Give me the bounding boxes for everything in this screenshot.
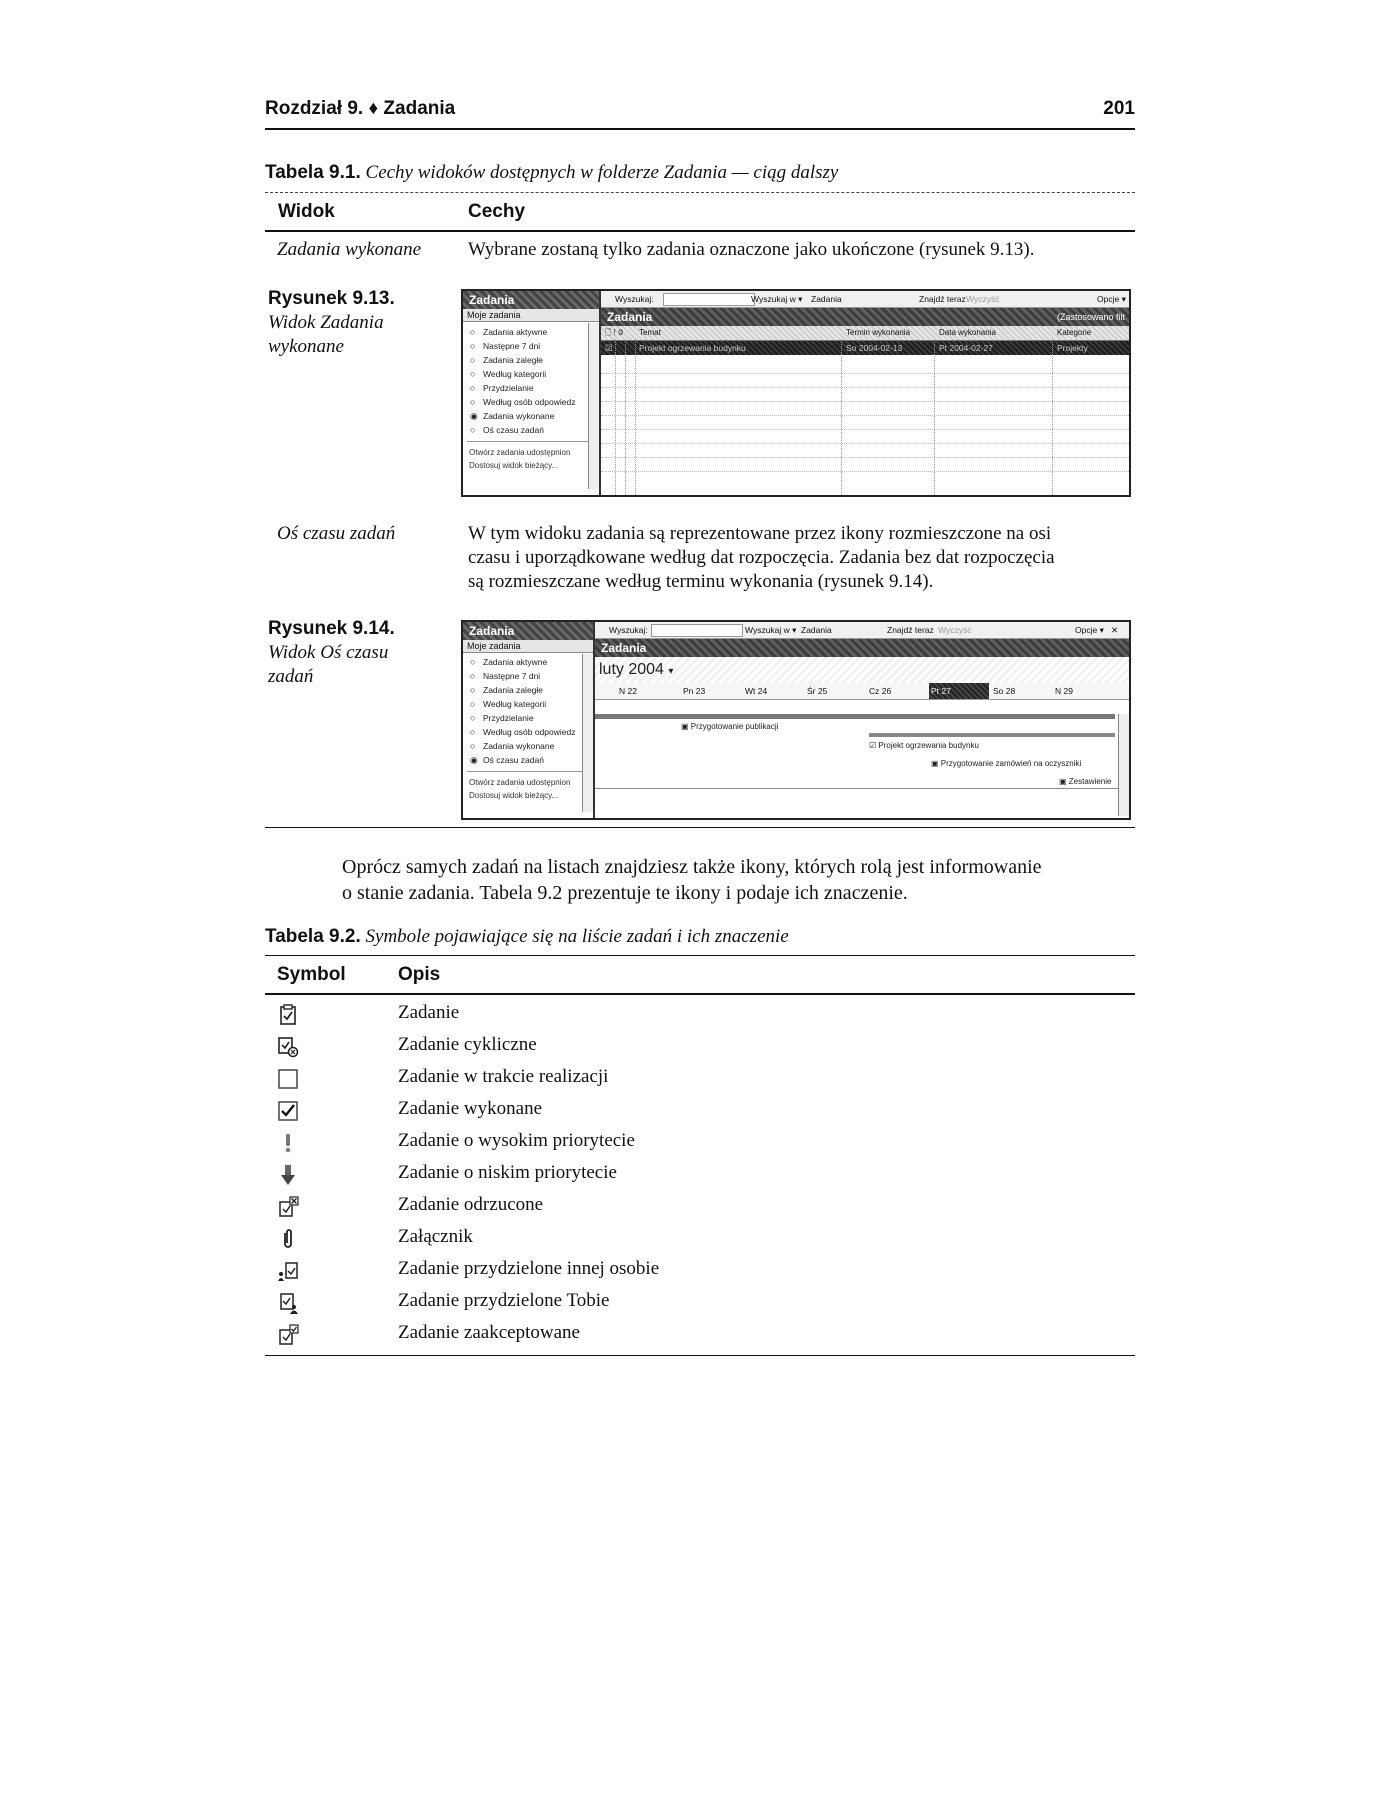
pane-subtitle: Moje zadania <box>463 640 593 653</box>
column-completed-date[interactable]: Data wykonania <box>939 328 996 337</box>
close-icon[interactable]: ✕ <box>1111 625 1119 635</box>
assigned-to-you-icon <box>277 1292 299 1314</box>
navigation-pane <box>463 622 595 818</box>
day-label: N 22 <box>619 686 637 696</box>
options-button[interactable]: Opcje ▾ <box>1097 294 1126 304</box>
body-paragraph-line: o stanie zadania. Tabela 9.2 prezentuje te ikony i podaje ich znaczenie. <box>342 882 908 904</box>
folder-band <box>601 308 1129 326</box>
table-bottom-rule <box>265 827 1135 828</box>
find-now-button[interactable]: Znajdź teraz <box>887 625 934 635</box>
column-due-date[interactable]: Termin wykonania <box>846 328 911 337</box>
view-option[interactable]: ○ Przydzielanie <box>463 711 593 725</box>
table-row <box>265 1096 1135 1128</box>
task-label: Przygotowanie publikacji <box>690 722 779 731</box>
symbol-description: Zadanie przydzielone Tobie <box>398 1290 610 1311</box>
timeline-bar <box>595 714 1115 719</box>
figure-label <box>268 287 395 359</box>
pane-scrollbar[interactable] <box>582 654 593 812</box>
timeline-month[interactable] <box>595 657 1129 683</box>
figure-caption-line: Widok Zadania <box>268 312 384 333</box>
completed-checkbox-icon <box>277 1100 299 1122</box>
search-label: Wyszukaj: <box>609 625 648 635</box>
table-caption <box>265 926 789 948</box>
clear-button[interactable]: Wyczyść <box>938 625 972 635</box>
view-option[interactable]: ○ Następne 7 dni <box>463 669 593 683</box>
symbol-description: Zadanie w trakcie realizacji <box>398 1066 609 1087</box>
task-list-area <box>601 291 1129 495</box>
day-label: Śr 25 <box>807 686 828 696</box>
search-in-button[interactable]: Wyszukaj w ▾ <box>745 625 797 635</box>
view-name: Zadania wykonane <box>277 239 422 260</box>
task-subject: Projekt ogrzewania budynku <box>639 343 746 353</box>
pane-title: Zadania <box>463 291 599 309</box>
task-label: Zestawienie <box>1068 777 1112 786</box>
day-label: Pt 27 <box>931 686 951 696</box>
day-label: N 29 <box>1055 686 1073 696</box>
table-row <box>265 1160 1135 1192</box>
view-option[interactable]: ○ Według kategorii <box>463 697 593 711</box>
view-features-line: są rozmieszczane według terminu wykonania (rysunek 9.14). <box>468 571 934 592</box>
icon-column[interactable]: 🗋 ! 𝟘 <box>605 328 624 337</box>
find-bar <box>595 622 1129 639</box>
clear-button[interactable]: Wyczyść <box>966 294 1000 304</box>
view-option[interactable]: ○ Zadania zaległe <box>463 683 593 697</box>
column-headers <box>601 326 1129 341</box>
pane-subtitle: Moje zadania <box>463 309 599 322</box>
table-row <box>265 1192 1135 1224</box>
completed-checkbox-icon[interactable]: ☑ <box>605 343 613 353</box>
table-caption-text: Cechy widoków dostępnych w folderze Zadania — ciąg dalszy <box>365 162 839 183</box>
low-priority-icon <box>277 1164 299 1186</box>
column-subject[interactable]: Temat <box>639 328 661 337</box>
day-label: So 28 <box>993 686 1016 696</box>
in-progress-checkbox-icon <box>277 1068 299 1090</box>
table-caption <box>265 162 838 184</box>
day-label: Pn 23 <box>683 686 706 696</box>
task-label: Przygotowanie zamówień na oczyszniki <box>940 759 1082 768</box>
view-option-selected[interactable]: ◉ Oś czasu zadań <box>463 753 593 767</box>
table-caption-label: Tabela 9.1. <box>265 162 361 183</box>
figure-caption-line: wykonane <box>268 336 344 357</box>
task-icon: ▣ <box>1059 777 1067 786</box>
view-option[interactable]: ○ Zadania aktywne <box>463 325 599 339</box>
attachment-icon <box>277 1228 299 1250</box>
figure-label <box>268 617 395 689</box>
divider <box>265 192 1135 193</box>
timeline-task[interactable] <box>1059 777 1111 786</box>
timeline-task[interactable] <box>931 759 1081 768</box>
view-option[interactable]: ○ Oś czasu zadań <box>463 423 599 437</box>
view-features-line: czasu i uporządkowane według dat rozpoczęcia. Zadania bez dat rozpoczęcia <box>468 547 1055 568</box>
timeline-area <box>595 622 1129 818</box>
task-label: Projekt ogrzewania budynku <box>878 741 979 750</box>
task-category: Projekty <box>1057 343 1088 353</box>
search-scope[interactable]: Zadania <box>811 294 842 304</box>
search-label: Wyszukaj: <box>615 294 654 304</box>
filter-notice: (Zastosowano filt <box>1056 312 1125 322</box>
symbol-description: Zadanie <box>398 1002 460 1023</box>
timeline-bar <box>869 733 1115 737</box>
folder-title: Zadania <box>607 310 653 324</box>
table-bottom-rule <box>265 1355 1135 1356</box>
declined-task-icon <box>277 1196 299 1218</box>
view-option[interactable]: ○ Według osób odpowiedz <box>463 395 599 409</box>
symbol-description: Zadanie odrzucone <box>398 1194 544 1215</box>
table-row[interactable] <box>601 341 1129 355</box>
figure-caption-line: zadań <box>268 666 314 687</box>
search-in-button[interactable]: Wyszukaj w ▾ <box>751 294 803 304</box>
assigned-to-other-icon <box>277 1260 299 1282</box>
search-scope[interactable]: Zadania <box>801 625 832 635</box>
high-priority-icon <box>277 1132 299 1154</box>
timeline-task[interactable] <box>681 722 778 731</box>
open-shared-link[interactable]: Otwórz zadania udostępnion <box>469 778 571 787</box>
view-option-selected[interactable]: ◉ Zadania wykonane <box>463 409 599 423</box>
symbol-description: Zadanie zaakceptowane <box>398 1322 580 1343</box>
view-name: Oś czasu zadań <box>277 523 396 544</box>
table-caption-text: Symbole pojawiające się na liście zadań i ich znaczenie <box>365 926 789 947</box>
view-option[interactable]: ○ Według kategorii <box>463 367 599 381</box>
column-header-features: Cechy <box>468 201 526 222</box>
recurring-task-icon <box>277 1036 299 1058</box>
figure-caption-line: Widok Oś czasu <box>268 642 389 663</box>
symbol-description: Zadanie o wysokim priorytecie <box>398 1130 635 1151</box>
view-option[interactable]: ○ Przydzielanie <box>463 381 599 395</box>
column-header-symbol: Symbol <box>277 964 346 985</box>
pane-scrollbar[interactable] <box>588 323 599 489</box>
open-shared-link[interactable]: Otwórz zadania udostępnion <box>469 448 571 457</box>
symbol-description: Załącznik <box>398 1226 473 1247</box>
symbol-description: Zadanie wykonane <box>398 1098 543 1119</box>
view-features-line: W tym widoku zadania są reprezentowane przez ikony rozmieszczone na osi <box>468 523 1052 544</box>
symbol-description: Zadanie przydzielone innej osobie <box>398 1258 660 1279</box>
timeline-scrollbar[interactable] <box>1118 714 1129 816</box>
figure-screenshot-completed-tasks <box>461 289 1131 497</box>
timeline-task[interactable] <box>869 741 979 750</box>
view-option[interactable]: ○ Zadania aktywne <box>463 655 593 669</box>
day-label: Cz 26 <box>869 686 892 696</box>
body-paragraph-line: Oprócz samych zadań na listach znajdziesz także ikony, których rolą jest informowanie <box>342 856 1042 878</box>
view-option[interactable]: ○ Następne 7 dni <box>463 339 599 353</box>
chevron-down-icon[interactable]: ▾ <box>668 666 674 677</box>
view-features: Wybrane zostaną tylko zadania oznaczone jako ukończone (rysunek 9.13). <box>468 239 1035 260</box>
pane-title: Zadania <box>463 622 593 640</box>
task-icon: ▣ <box>931 759 939 768</box>
task-icon: ▣ <box>681 722 689 731</box>
task-due: So 2004-02-13 <box>846 343 903 353</box>
accepted-task-icon <box>277 1324 299 1346</box>
chapter-title: Rozdział 9. ♦ Zadania <box>265 98 456 119</box>
divider <box>265 955 1135 956</box>
header-rule <box>265 230 1135 232</box>
find-now-button[interactable]: Znajdź teraz <box>919 294 966 304</box>
month-label[interactable]: luty 2004 <box>599 661 664 678</box>
table-row <box>265 1064 1135 1096</box>
table-caption-label: Tabela 9.2. <box>265 926 361 947</box>
completed-checkbox-icon: ☑ <box>869 741 877 750</box>
column-categories[interactable]: Kategorie <box>1057 328 1092 337</box>
table-row <box>265 1256 1135 1288</box>
task-completed: Pt 2004-02-27 <box>939 343 993 353</box>
column-header-description: Opis <box>398 964 441 985</box>
options-button[interactable]: Opcje ▾ <box>1075 625 1104 635</box>
customize-view-link[interactable]: Dostosuj widok bieżący... <box>469 791 559 800</box>
running-header <box>265 98 1135 130</box>
navigation-pane <box>463 291 601 495</box>
symbol-description: Zadanie cykliczne <box>398 1034 537 1055</box>
find-bar <box>601 291 1129 308</box>
search-input[interactable] <box>663 293 755 306</box>
timeline-days <box>595 683 1129 700</box>
column-header-view: Widok <box>278 201 335 222</box>
table-row <box>265 1032 1135 1064</box>
figure-number: Rysunek 9.14. <box>268 618 395 639</box>
page-number: 201 <box>1103 98 1135 119</box>
folder-band <box>595 639 1129 657</box>
view-option[interactable]: ○ Zadania zaległe <box>463 353 599 367</box>
day-label: Wt 24 <box>745 686 768 696</box>
header-rule <box>265 993 1135 995</box>
figure-number: Rysunek 9.13. <box>268 288 395 309</box>
table-row <box>265 1288 1135 1320</box>
customize-view-link[interactable]: Dostosuj widok bieżący... <box>469 461 559 470</box>
view-option[interactable]: ○ Zadania wykonane <box>463 739 593 753</box>
view-option[interactable]: ○ Według osób odpowiedz <box>463 725 593 739</box>
table-row <box>265 1320 1135 1352</box>
table-row <box>265 1000 1135 1032</box>
table-row <box>265 1128 1135 1160</box>
task-icon <box>277 1004 299 1026</box>
search-input[interactable] <box>651 624 743 637</box>
figure-screenshot-task-timeline <box>461 620 1131 820</box>
highlighted-day <box>929 683 989 699</box>
symbol-description: Zadanie o niskim priorytecie <box>398 1162 617 1183</box>
table-row <box>265 1224 1135 1256</box>
folder-title: Zadania <box>601 641 647 655</box>
